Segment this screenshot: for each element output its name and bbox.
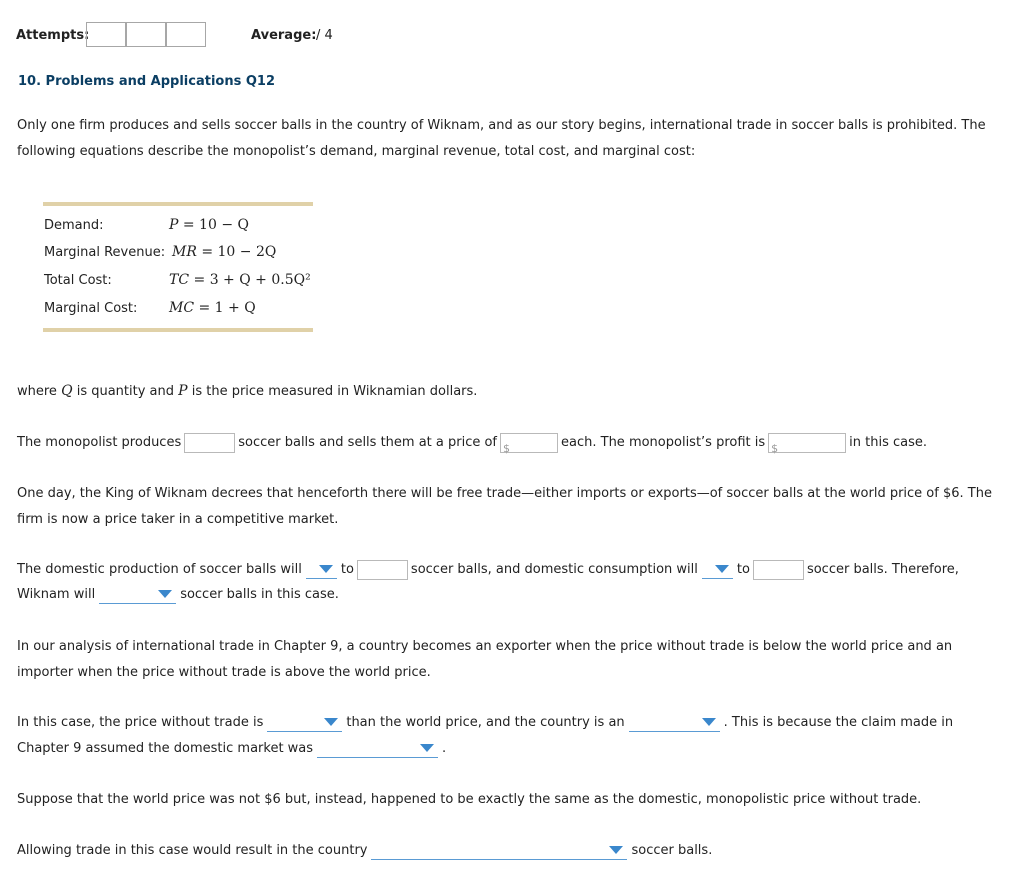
- question-text: soccer balls, and domestic consumption will: [410, 562, 698, 577]
- var-p: P: [178, 383, 188, 399]
- question-text: The monopolist produces: [17, 435, 182, 450]
- var-q: Q: [61, 383, 73, 399]
- equation-rhs: = 10 − Q: [182, 217, 249, 233]
- chevron-down-icon: [420, 744, 434, 752]
- market-assumption-question: [17, 736, 446, 761]
- where-line: [17, 379, 477, 404]
- question-text: to: [736, 562, 750, 577]
- equation-table: [43, 202, 313, 332]
- chevron-down-icon: [609, 846, 623, 854]
- chevron-down-icon: [324, 718, 338, 726]
- quantity-input[interactable]: [184, 433, 235, 453]
- currency-prefix: $: [503, 441, 511, 455]
- free-trade-paragraph: One day, the King of Wiknam decrees that henceforth there will be free trade—either imports or exports—of soccer balls at the world price of $6. The firm is now a price taker in a competitive market.: [17, 486, 992, 527]
- chevron-down-icon: [702, 718, 716, 726]
- equation-rhs: = 1 + Q: [198, 300, 256, 316]
- equation-lhs: P: [169, 217, 179, 233]
- equation-label: Demand:: [44, 218, 104, 233]
- equation-demand: [44, 217, 249, 233]
- equation-label: Marginal Revenue:: [44, 245, 166, 260]
- trade-direction-dropdown[interactable]: [99, 585, 176, 604]
- question-text: than the world price, and the country is an: [346, 715, 625, 730]
- monopolist-question: [17, 430, 927, 455]
- equation-marginal-cost: [44, 300, 256, 316]
- equation-lhs: MC: [169, 300, 195, 316]
- question-text: soccer balls.: [631, 843, 713, 858]
- question-text: Wiknam will: [17, 587, 96, 602]
- country-status-dropdown[interactable]: [629, 713, 720, 732]
- equation-label: Total Cost:: [44, 273, 112, 288]
- table-bottom-rule: [43, 328, 313, 332]
- consumption-quantity-input[interactable]: [753, 560, 804, 580]
- question-text: In this case, the price without trade is: [17, 715, 264, 730]
- price-input[interactable]: [500, 433, 558, 453]
- where-text: is the price measured in Wiknamian dollars.: [191, 384, 478, 399]
- trade-result-dropdown[interactable]: [371, 841, 627, 860]
- intro-paragraph: Only one firm produces and sells soccer balls in the country of Wiknam, and as our story begins, international trade in soccer balls is prohibited. The following equations describe the monopolist’s demand, marginal revenue, total cost, and marginal cost:: [17, 118, 986, 159]
- domestic-production-question: [17, 557, 959, 582]
- trade-result-question: [17, 838, 712, 863]
- question-text: to: [340, 562, 354, 577]
- equation-marginal-revenue: [44, 244, 276, 260]
- question-text: The domestic production of soccer balls will: [17, 562, 302, 577]
- chapter9-paragraph: In our analysis of international trade in Chapter 9, a country becomes an exporter when the price without trade is below the world price and an importer when the price without trade is above the world price.: [17, 639, 953, 680]
- question-text: soccer balls and sells them at a price of: [238, 435, 498, 450]
- question-text: . This is because the claim made in: [723, 715, 954, 730]
- question-text: soccer balls. Therefore,: [806, 562, 959, 577]
- equation-rhs: = 10 − 2Q: [201, 244, 277, 260]
- question-text: soccer balls in this case.: [180, 587, 339, 602]
- equation-total-cost: [44, 272, 311, 288]
- attempt-box: [166, 22, 206, 47]
- attempt-box: [86, 22, 126, 47]
- attempts-boxes: [86, 22, 207, 47]
- price-comparison-dropdown[interactable]: [267, 713, 342, 732]
- table-top-rule: [43, 202, 313, 206]
- price-comparison-question: [17, 710, 953, 735]
- wiknam-trade-question: [17, 582, 339, 607]
- consumption-change-dropdown[interactable]: [702, 560, 733, 579]
- average-label: Average:: [251, 28, 317, 43]
- question-text: .: [442, 741, 447, 756]
- question-text: Chapter 9 assumed the domestic market was: [17, 741, 314, 756]
- currency-prefix: $: [771, 441, 779, 455]
- chevron-down-icon: [319, 565, 333, 573]
- question-text: Allowing trade in this case would result in the country: [17, 843, 368, 858]
- chevron-down-icon: [158, 590, 172, 598]
- attempt-box: [126, 22, 166, 47]
- chevron-down-icon: [715, 565, 729, 573]
- attempts-label: Attempts:: [16, 28, 90, 43]
- market-type-dropdown[interactable]: [317, 739, 438, 758]
- where-text: where: [17, 384, 57, 399]
- question-text: each. The monopolist’s profit is: [561, 435, 766, 450]
- production-quantity-input[interactable]: [357, 560, 408, 580]
- profit-input[interactable]: [768, 433, 846, 453]
- equation-rhs: = 3 + Q + 0.5Q²: [193, 272, 311, 288]
- production-change-dropdown[interactable]: [306, 560, 337, 579]
- average-value: / 4: [316, 28, 333, 43]
- equation-lhs: TC: [169, 272, 190, 288]
- where-text: is quantity and: [76, 384, 175, 399]
- question-title: 10. Problems and Applications Q12: [18, 74, 275, 89]
- equation-lhs: MR: [172, 244, 197, 260]
- question-text: in this case.: [849, 435, 928, 450]
- suppose-paragraph: Suppose that the world price was not $6 but, instead, happened to be exactly the same as the domestic, monopolistic price without trade.: [17, 792, 922, 807]
- equation-label: Marginal Cost:: [44, 301, 138, 316]
